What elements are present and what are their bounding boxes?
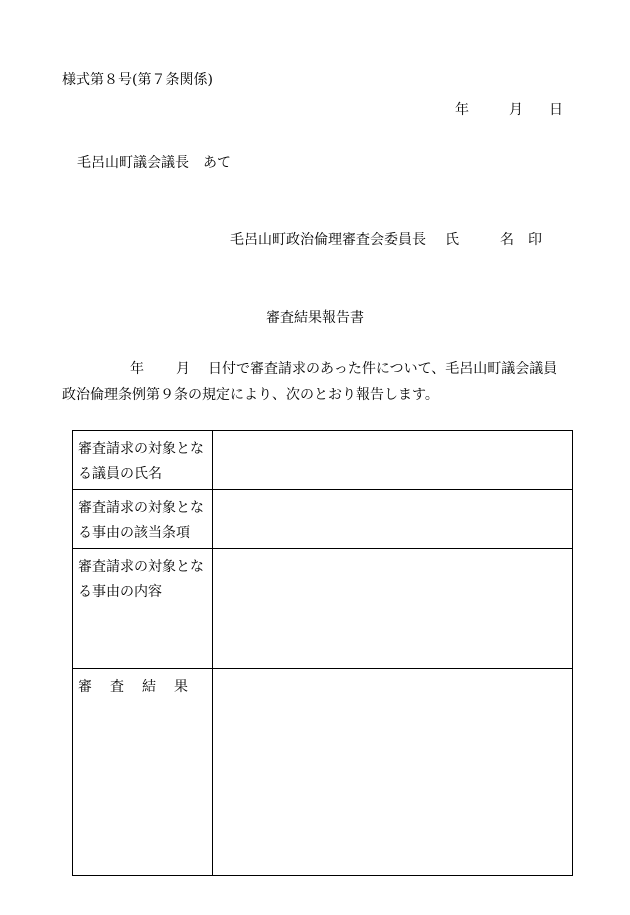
table-label-cell: [73, 431, 213, 490]
table-value-cell[interactable]: [213, 549, 573, 669]
date-month-label: 月: [509, 102, 523, 118]
table-label-cell: [73, 490, 213, 549]
row-label-result-char: 査: [110, 679, 124, 695]
row-label-article: 審査請求の対象となる事由の該当条項: [78, 500, 204, 541]
row-label-result-char: 審: [78, 679, 92, 695]
sender-seal: 印: [528, 232, 542, 248]
sender-name-label-2: 名: [500, 232, 514, 248]
table-row: [73, 490, 573, 549]
report-table: [72, 430, 573, 876]
table-row: [73, 549, 573, 669]
row-label-member-name: 審査請求の対象となる議員の氏名: [78, 441, 204, 482]
sender-name-label-1: 氏: [445, 232, 459, 248]
table-value-cell[interactable]: [213, 431, 573, 490]
body-year-label: 年: [130, 361, 144, 377]
body-month-label: 月: [176, 361, 190, 377]
table-row: [73, 431, 573, 490]
table-label-cell: [73, 669, 213, 876]
table-label-cell: [73, 549, 213, 669]
row-label-result-char: 結: [142, 679, 156, 695]
body-line-1: [62, 362, 557, 376]
row-label-result-char: 果: [174, 679, 188, 695]
document-title: 審査結果報告書: [266, 310, 364, 326]
body-text-rest: 日付で審査請求のあった件について、毛呂山町議会議員: [208, 361, 558, 377]
sender-title: 毛呂山町政治倫理審査会委員長: [230, 232, 426, 248]
row-label-content: 審査請求の対象となる事由の内容: [78, 559, 204, 600]
table-value-cell[interactable]: [213, 669, 573, 876]
date-day-label: 日: [549, 102, 563, 118]
addressee: 毛呂山町議会議長 あて: [77, 155, 231, 171]
date-year-label: 年: [455, 102, 469, 118]
form-number: 様式第８号(第７条関係): [62, 72, 213, 88]
sender-line: [230, 233, 542, 247]
body-line-2: 政治倫理条例第９条の規定により、次のとおり報告します。: [62, 387, 439, 403]
table-row: [73, 669, 573, 876]
date-line: [455, 103, 563, 117]
table-value-cell[interactable]: [213, 490, 573, 549]
